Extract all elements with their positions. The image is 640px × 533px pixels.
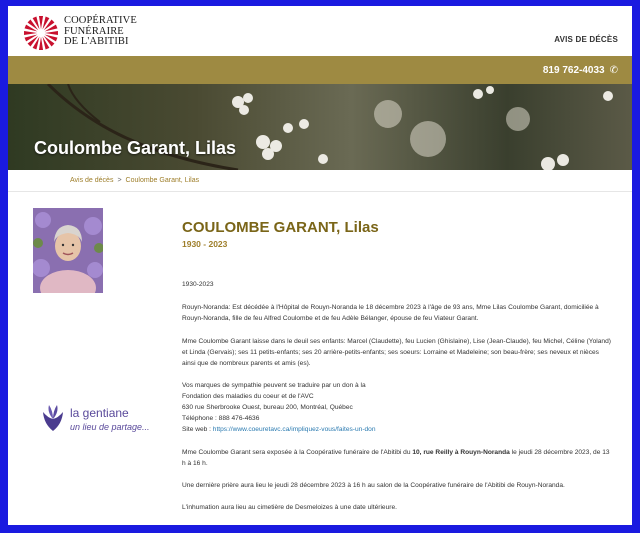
brand-name[interactable]: [64, 16, 137, 48]
brand-line-3: DE L'ABITIBI: [64, 36, 129, 47]
sunburst-logo-icon[interactable]: [22, 14, 60, 52]
phone-link[interactable]: [543, 65, 618, 76]
obituary-dates-line: 1930-2023: [182, 281, 214, 288]
phone-icon: ✆: [609, 65, 618, 76]
obituary-paragraph-prayer: Une dernière prière aura lieu le jeudi 28 décembre 2023 à 16 h au salon de la Coopérative funéraire de l'Abitibi de Rouyn-Noranda.: [182, 482, 565, 489]
contact-bar: [8, 56, 632, 84]
exposure-address: 10, rue Reilly à Rouyn-Noranda: [412, 449, 510, 456]
obituary-paragraph-family: Mme Coulombe Garant laisse dans le deuil ses enfants: Marcel (Claudette), feu Lucien (Ghislaine), Lise (Jean-Claude), feu Michel, Céline (Yoland) et Linda (Gervais); ses 11 petits-enfants; ses 20 arrière-petits-enfants; ses soeurs: Lorraine et Madeleine; son beau-frère; ses neveux et nièces ainsi que de nombreux parents et amis (es).: [182, 338, 611, 367]
gentian-flower-icon: [40, 404, 66, 432]
donation-website: [182, 424, 612, 435]
page: [8, 6, 632, 525]
exposure-text-end: le jeudi 28 décembre 2023, de 13 h à 16 h.: [182, 449, 610, 467]
divider: [8, 191, 632, 192]
la-gentiane-logo[interactable]: [40, 402, 160, 442]
hero-banner: [8, 84, 632, 170]
donation-website-link[interactable]: https://www.coeuretavc.ca/impliquez-vous/faites-un-don: [212, 426, 376, 433]
gentiane-tagline: un lieu de partage...: [70, 422, 150, 432]
logo-ray: [39, 16, 43, 29]
nav-avis-de-deces[interactable]: AVIS DE DÉCÈS: [554, 35, 618, 44]
banner-title: Coulombe Garant, Lilas: [34, 138, 237, 158]
site-header: [8, 6, 632, 56]
breadcrumb-home-link[interactable]: Avis de décès: [70, 177, 114, 184]
donation-foundation: Fondation des maladies du coeur et de l'AVC: [182, 393, 314, 400]
breadcrumb-current[interactable]: Coulombe Garant, Lilas: [125, 177, 200, 184]
donation-line-1: Vos marques de sympathie peuvent se traduire par un don à la: [182, 382, 366, 389]
obituary-paragraph-burial: L'inhumation aura lieu au cimetière de Desmeloizes à une date ultérieure.: [182, 504, 397, 511]
obituary-paragraph-exposure: [182, 447, 612, 469]
obituary-heading: [182, 219, 622, 249]
breadcrumb: [70, 177, 199, 184]
deceased-portrait: [33, 208, 103, 293]
breadcrumb-separator: >: [117, 177, 122, 184]
website-label: Site web :: [182, 426, 213, 433]
exposure-text-start: Mme Coulombe Garant sera exposée à la Coopérative funéraire de l'Abitibi du: [182, 449, 413, 456]
brand-line-1: COOPÉRATIVE: [64, 15, 137, 26]
obituary-paragraph-death: Rouyn-Noranda: Est décédée à l'Hôpital de Rouyn-Noranda le 18 décembre 2023 à l'âge de 93 ans, Mme Lilas Coulombe Garant, domiciliée à Rouyn-Noranda, fille de feu Alfred Coulombe et de feu Adèle Bélanger, épouse de feu Viateur Garant.: [182, 304, 599, 322]
logo-ray: [45, 31, 58, 35]
brand-line-2: FUNÉRAIRE: [64, 25, 124, 37]
logo-ray: [24, 31, 37, 35]
logo-ray: [39, 37, 43, 50]
gentiane-name: la gentiane: [70, 406, 129, 420]
obituary-name: COULOMBE GARANT, Lilas: [182, 219, 379, 236]
donation-phone: Téléphone : 888 476-4636: [182, 415, 260, 422]
donation-address: 630 rue Sherbrooke Ouest, bureau 200, Montréal, Québec: [182, 404, 353, 411]
phone-number: 819 762-4033: [542, 65, 605, 76]
obituary-paragraph-donation: [182, 380, 612, 435]
obituary-years: 1930 - 2023: [182, 239, 228, 249]
